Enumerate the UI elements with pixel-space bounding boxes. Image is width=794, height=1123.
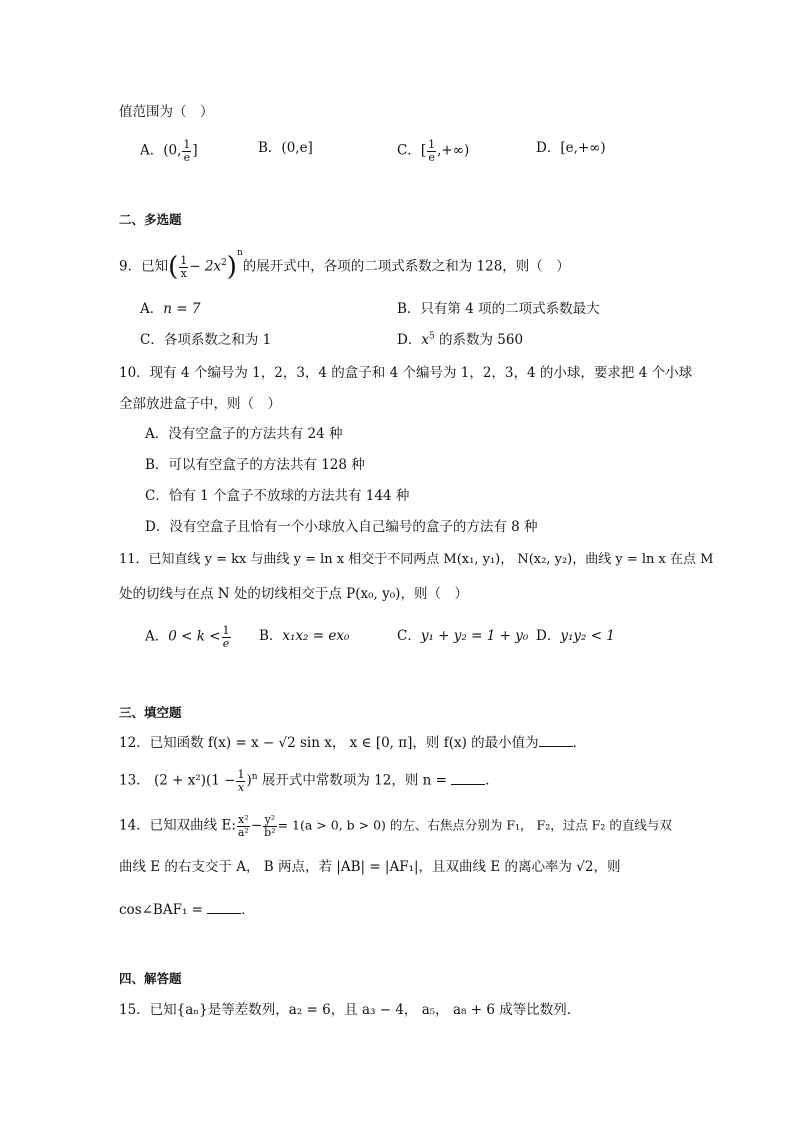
q11-option-c [397,630,528,644]
q9-frac [179,255,188,279]
q13-frac-num: 1 [237,768,245,781]
q9-exp: n [236,248,243,258]
q8-b-text: (0,e] [281,140,313,156]
q11-d-text: y₁y₂ < 1 [560,628,615,644]
q9-stem [119,248,570,282]
q8-a-frac [182,139,191,163]
q14-frac1 [237,814,250,838]
q14-f2-den: b² [264,825,276,839]
q8-option-c [397,139,469,163]
q14-line3 [119,903,255,918]
q13-exp: n [251,772,258,783]
q11-b-label: B． [259,628,283,644]
q10-line1: 10．现有 4 个编号为 1，2，3，4 的盒子和 4 个编号为 1，2，3，4 的小球，要求把 4 个小球 [119,365,693,381]
q9-pre: 已知 [141,258,169,275]
q11-option-d [536,630,615,644]
q12-post: ． [572,735,587,751]
q8-a-pre: (0, [163,142,182,159]
q11-c-text: y₁ + y₂ = 1 + y₀ [420,628,529,644]
q9-minus: − 2x [189,258,222,275]
q8-c-frac [427,139,436,163]
q14-f2-num: y² [264,813,276,826]
q11-a-num: 1 [222,624,230,637]
q10-option-a: A．没有空盒子的方法共有 24 种 [145,426,343,442]
q9-b-text: 只有第 4 项的二项式系数最大 [420,301,600,317]
q8-option-d [536,142,606,156]
q11-option-b [259,630,349,644]
q8-b-label: B． [258,140,282,156]
q14-f1-den: a² [237,825,249,839]
q11-option-a [145,625,232,649]
q8-c-den: e [428,150,435,164]
q9-sq: 2 [221,258,227,268]
q11-line2: 处的切线与在点 N 处的切线相交于点 P(x₀, y₀)，则（ ） [119,586,468,602]
q11-line1: 11．已知直线 y = kx 与曲线 y = ln x 相交于不同两点 M(x₁, y₁)， N(x₂, y₂)，曲线 y = ln x 在点 M [119,552,714,567]
q11-c-label: C． [397,628,421,644]
q10-option-d: D．没有空盒子且恰有一个小球放入自己编号的盒子的方法有 8 种 [145,519,538,535]
q13-frac-den: x [237,780,245,794]
q14-minus: − [250,817,263,834]
q8-d-text: [e,+∞) [560,140,606,156]
q11-b-text: x₁x₂ = ex₀ [282,628,350,644]
q14-line1 [119,814,672,838]
q11-a-label: A． [145,628,169,645]
q11-a-den: e [222,636,230,650]
q9-lparen: ( [168,252,179,282]
q8-option-a [140,139,198,163]
q9-d-text: 的系数为 560 [434,332,524,348]
q13-end: ． [485,772,499,789]
q8-d-label: D． [536,140,561,156]
q14-pre: 14．已知双曲线 E: [119,817,236,834]
q9-d-label: D． [397,332,422,348]
q13-pre: 13． (2 + x²)(1 − [119,772,236,789]
q12-stem [119,736,586,751]
q9-post: 的展开式中，各项的二项式系数之和为 128，则（ ） [242,258,570,275]
q8-a-den: e [183,150,191,164]
q10-option-c: C．恰有 1 个盒子不放球的方法共有 144 种 [145,488,410,504]
q9-rparen: ) [226,252,237,282]
q9-c-text: 各项系数之和为 1 [163,332,272,348]
q9-option-a [140,303,200,317]
q13-frac [236,769,245,793]
q8-c-label: C． [397,142,421,159]
q9-option-d [397,331,524,348]
q12-pre: 12．已知函数 f(x) = x − √2 sin x， x ∈ [0, π]，则 f(x) 的最小值为 [119,735,539,751]
q8-c-pre: [ [420,142,427,159]
q13-answer-blank[interactable] [451,774,485,785]
q9-d-sup: 5 [428,331,435,342]
q11-a-pre: 0 < k < [168,628,221,645]
q8-a-num: 1 [183,138,191,151]
section-answer: 四、解答题 [119,971,182,986]
q11-d-label: D． [536,628,561,644]
q9-b-label: B． [397,301,421,317]
q14-line3-pre: cos∠BAF₁ = [119,902,203,918]
q9-c-label: C． [140,332,164,348]
q9-frac-den: x [180,266,187,280]
q9-a-label: A． [140,301,164,317]
q14-frac2 [263,814,276,838]
q13-post: 展开式中常数项为 12，则 n = [257,772,447,789]
q11-a-frac [222,625,231,649]
q8-c-post: ,+∞) [437,142,470,159]
q9-num: 9． [119,258,142,275]
q8-stem-tail: 值范围为（ ） [119,104,214,120]
q9-frac-num: 1 [180,253,188,267]
q12-answer-blank[interactable] [539,736,573,747]
q14-post: = 1(a > 0, b > 0) 的左、右焦点分别为 F₁， F₂，过点 F₂ 的直线与双 [277,817,672,833]
section-multi-choice: 二、多选题 [119,212,182,227]
q13-stem [119,769,499,793]
q9-d-x: x [421,332,429,348]
q9-option-b [397,303,600,317]
q8-a-label: A． [140,142,164,159]
q8-a-post: ] [192,142,198,159]
q8-option-b [258,142,313,156]
q10-line2: 全部放进盒子中，则（ ） [119,396,281,412]
q15-stem: 15．已知{aₙ}是等差数列，a₂ = 6，且 a₃ − 4， a₅， a₈ + 6 成等比数列． [119,1002,581,1018]
q10-option-b: B．可以有空盒子的方法共有 128 种 [145,457,365,473]
q14-answer-blank[interactable] [207,903,241,914]
q14-line3-post: ． [241,902,255,918]
q9-option-c [140,334,271,348]
q13-mid: ) [246,772,252,789]
section-fill-blank: 三、填空题 [119,705,182,720]
q8-c-num: 1 [428,138,436,151]
q14-f1-num: x² [238,813,249,826]
q9-a-text: n = 7 [163,301,201,317]
q14-line2: 曲线 E 的右支交于 A， B 两点，若 |AB| = |AF₁|，且双曲线 E 的离心率为 √2，则 [119,859,621,875]
